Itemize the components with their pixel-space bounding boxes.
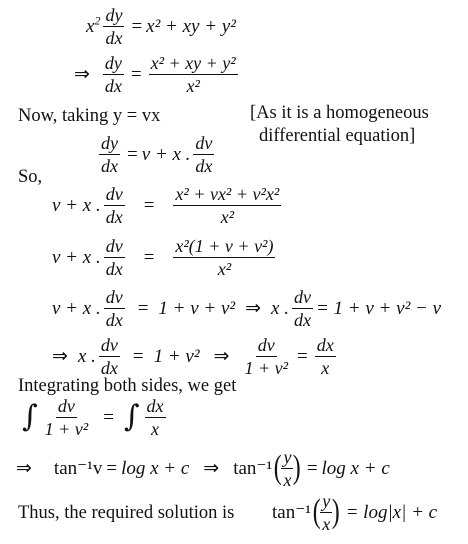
fraction-dv-dx: $\frac{dv}{dx}$ [195,133,213,176]
equation-7: v + x . $\frac{dv}{dx}$ = 1 + v + v² ⇒ x . $\frac{dv}{dx}$ = 1 + v + v² − v [52,287,442,330]
final-solution: tan⁻¹ ( $\frac{y}{x}$ ) = log|x| + c [272,491,438,534]
fraction-factored: $\frac{\text{x²(1 + v + v²)}}{\text{x²}}$ [175,236,274,279]
fraction-expanded: $\frac{\text{x² + vx² + v²x²}}{\text{x²}}$ [175,184,280,227]
fraction-dv-dx: $\frac{dv}{dx}$ [100,335,118,378]
fraction-dv-dx: $\frac{dv}{dx}$ [105,236,123,279]
integral-equation: ∫ $\frac{dv}{\text{1 + v²}}$ = ∫ $\frac{dx}{x}$ [22,396,164,439]
equation-substitution: $\frac{dy}{dx}$ = v + x . $\frac{dv}{dx}$ [101,133,213,176]
integral-sign: ∫ [22,398,38,434]
so-text: So, [18,167,43,187]
equation-1: $x^2$ $\frac{dy}{dx}$ = x² + xy + y² [86,5,236,48]
equation-8: ⇒ x . $\frac{dv}{dx}$ = 1 + v² ⇒ $\frac{dv}{\text{1 + v²}}$ = $\frac{dx}{x}$ [52,335,334,378]
tan-inverse-equation: ⇒ tan⁻¹v = log x + c ⇒ tan⁻¹ ( $\frac{y}{x}$ ) = log x + c [16,447,390,490]
homogeneous-note-2: differential equation] [259,126,416,146]
equation-6: v + x . $\frac{dv}{dx}$ = $\frac{\text{x²(1 + v + v²)}}{\text{x²}}$ [52,236,274,279]
rhs-expression: x² + xy + y² [146,16,236,38]
fraction-dv-dx: $\frac{dv}{dx}$ [105,184,123,227]
fraction-dy-dx: $\frac{dy}{dx}$ [101,133,118,176]
integral-sign: ∫ [123,398,140,434]
equation-5: v + x . $\frac{dv}{dx}$ = $\frac{\text{x² + vx² + v²x²}}{\text{x²}}$ [52,184,280,227]
x-squared: $x^2$ [86,14,101,38]
fraction-dx-x: $\frac{dx}{x}$ [316,335,334,378]
homogeneous-note-1: [As it is a homogeneous [250,103,429,123]
fraction-dv-dx: $\frac{dv}{dx}$ [105,287,123,330]
fraction-y-x: $\frac{y}{x}$ [283,447,292,490]
fraction-dx-x: $\frac{dx}{x}$ [146,396,164,439]
fraction-dy-dx: $\frac{dy}{dx}$ [105,5,123,48]
now-taking-text: Now, taking y = vx [18,106,161,126]
fraction-dv-1v2: $\frac{dv}{\text{1 + v²}}$ [44,396,89,439]
fraction-y-x: $\frac{y}{x}$ [322,491,331,534]
integrating-text: Integrating both sides, we get [18,376,237,396]
equation-2: ⇒ $\frac{dy}{dx}$ = $\frac{\text{x² + xy + y²}}{\text{x²}}$ [74,53,236,96]
fraction-dv-1v2: $\frac{dv}{\text{1 + v²}}$ [244,335,288,378]
fraction-dv-dx: $\frac{dv}{dx}$ [293,287,311,330]
thus-text: Thus, the required solution is [18,503,235,523]
fraction-dy-dx: $\frac{dy}{dx}$ [104,53,122,96]
implies-arrow: ⇒ [74,63,90,86]
fraction-rhs: $\frac{\text{x² + xy + y²}}{\text{x²}}$ [150,53,236,96]
